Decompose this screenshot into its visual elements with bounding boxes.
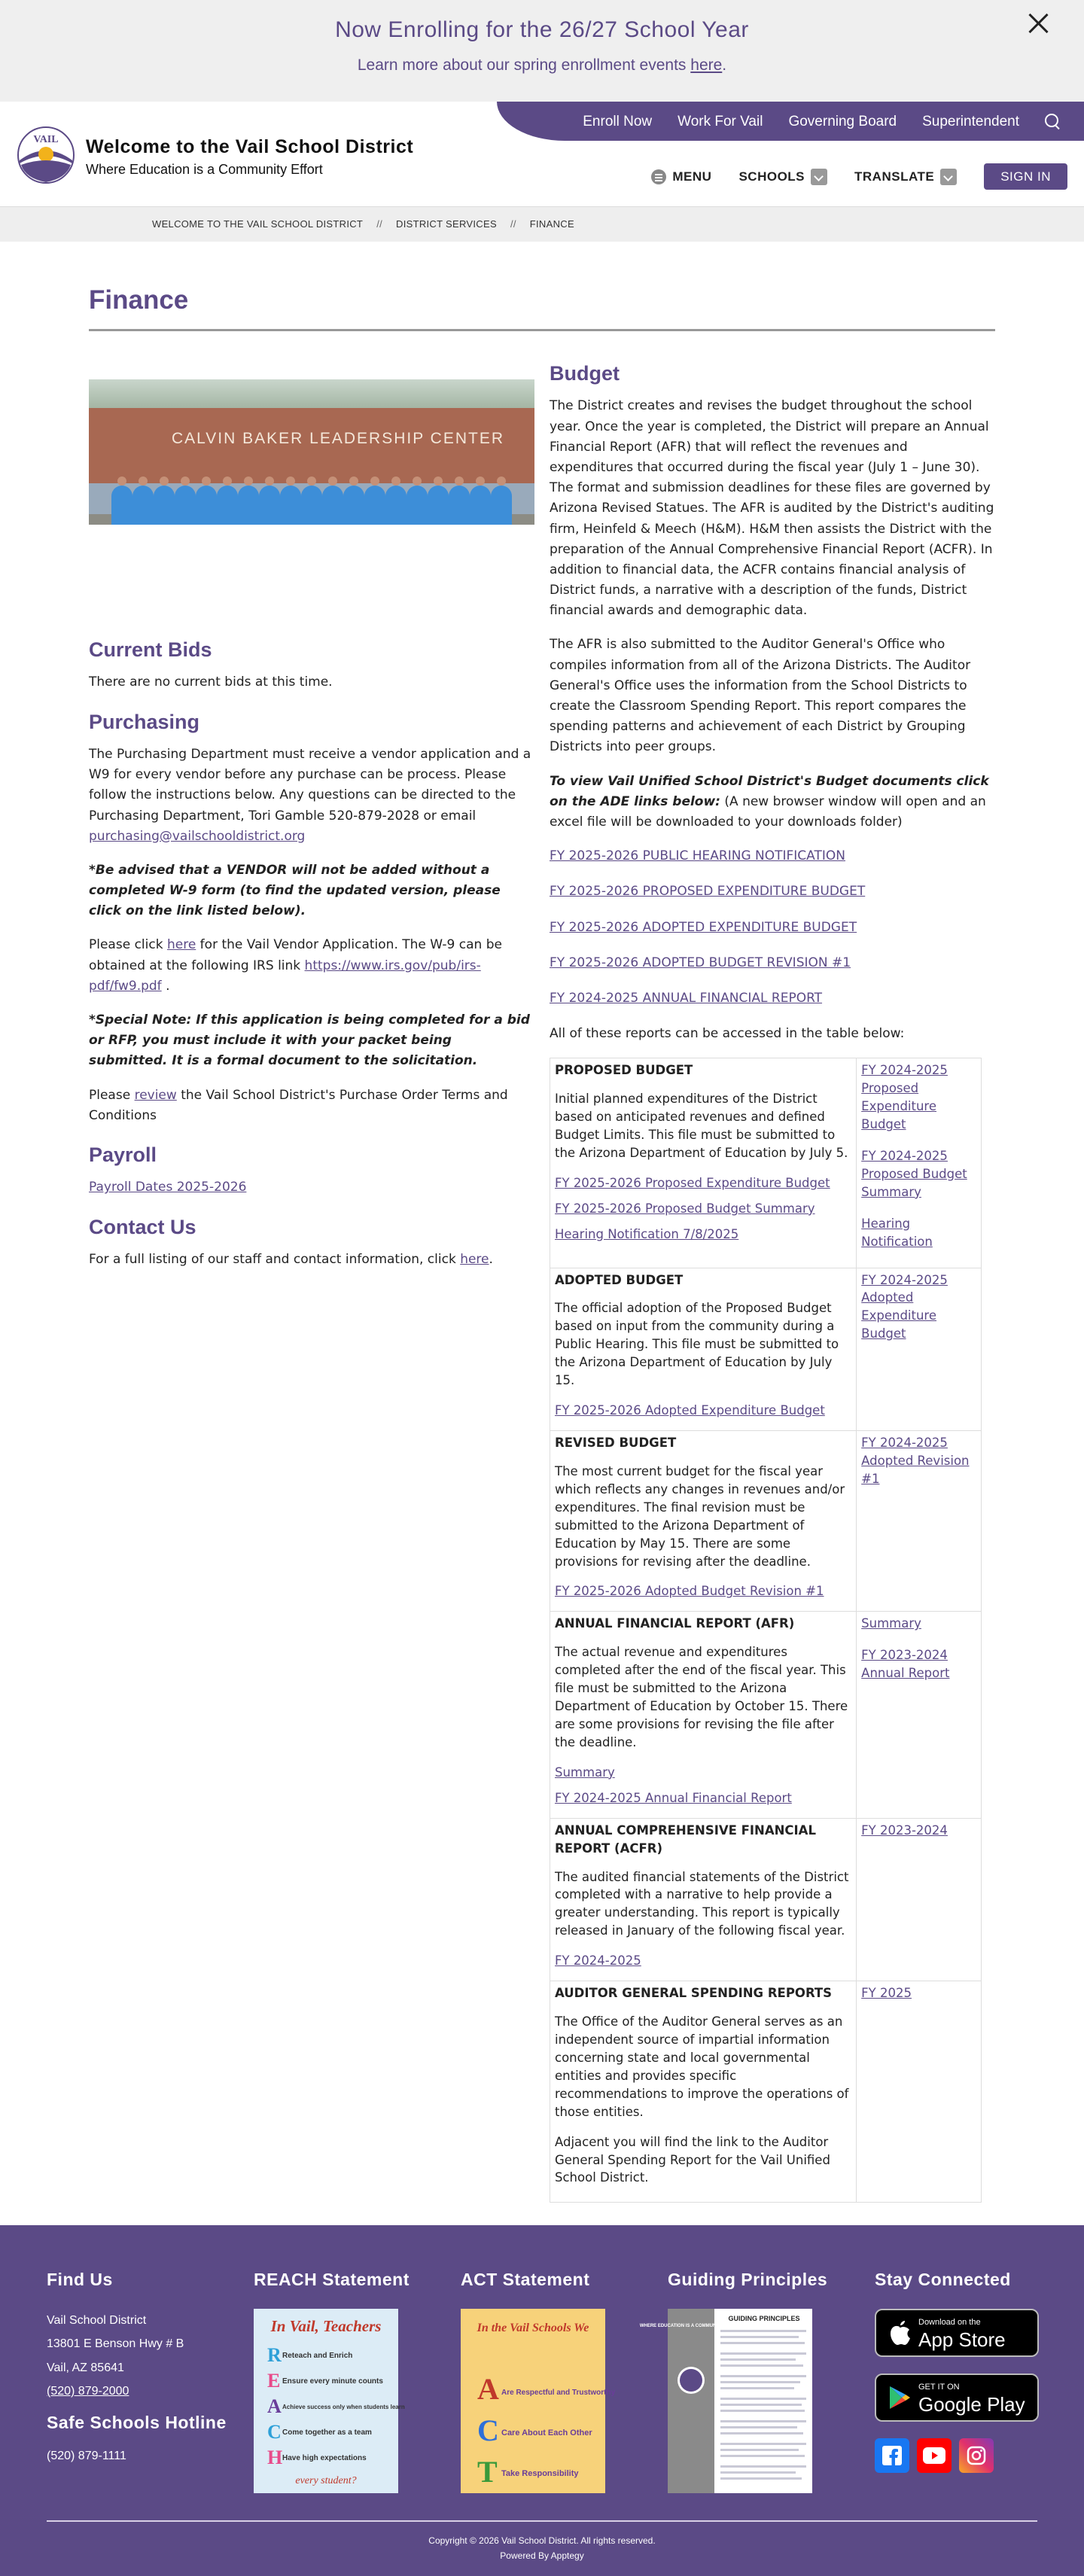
view-instructions-bold: To view Vail Unified School District's Budget documents click on the ADE links below: [550, 773, 989, 809]
review-prefix: Please [89, 1087, 135, 1103]
report-prior-link[interactable]: Hearing Notification [861, 1216, 933, 1249]
play-small: GET IT ON [918, 2383, 960, 2392]
youtube-icon[interactable] [917, 2438, 952, 2473]
report-title: AUDITOR GENERAL SPENDING REPORTS [555, 1986, 833, 2001]
view-instructions [550, 772, 995, 833]
footer-divider [47, 2520, 1037, 2522]
reach-line: Have high expectations [282, 2454, 367, 2463]
footer-address [47, 2309, 227, 2403]
photo-person [322, 486, 343, 525]
footer-guiding [639, 2266, 828, 2500]
footer-copyright [0, 2534, 1084, 2562]
main-content [0, 242, 1084, 2203]
report-description-2: Adjacent you will find the link to the Auditor General Spending Report for the Vail Unified School District. [555, 2134, 830, 2185]
report-description: The actual revenue and expenditures completed after the end of the fiscal year. This file must be submitted to the Arizona Department of Education by October 15. There are some provisions for revising the file after the deadline. [555, 1645, 848, 1749]
address-line: Vail, AZ 85641 [47, 2361, 124, 2374]
guiding-title: GUIDING PRINCIPLES [728, 2315, 800, 2323]
district-logo[interactable] [17, 126, 75, 184]
click-middle: for the Vail Vendor Application. The W-9 can be obtained at the following IRS link [89, 937, 502, 973]
breadcrumb-separator: // [376, 218, 383, 230]
sign-in-button[interactable]: SIGN IN [984, 163, 1067, 190]
menu-button[interactable] [651, 166, 711, 187]
copyright-text: Copyright © 2026 Vail School District. All rights reserved. [428, 2535, 656, 2547]
report-link[interactable]: FY 2025-2026 Proposed Budget Summary [555, 1201, 815, 1216]
purchasing-email-link[interactable]: purchasing@vailschooldistrict.org [89, 828, 306, 844]
photo-person [449, 486, 470, 525]
act-line: Are Respectful and Trustworthy [501, 2389, 616, 2398]
nav-enroll-now[interactable]: Enroll Now [583, 114, 653, 129]
utility-nav [651, 163, 1067, 190]
report-link[interactable]: FY 2025-2026 Adopted Budget Revision #1 [555, 1584, 824, 1599]
budget-paragraph-2: The AFR is also submitted to the Auditor General's Office who compiles information from all of the Arizona Districts. The Auditor General's Office uses the information from the School Districts to create the Classroom Spending Report. This report compares the spending patterns and achievement of each District by Grouping Districts into peer groups. [550, 637, 971, 755]
report-prior-year-cell [857, 1612, 982, 1818]
table-row [550, 1981, 982, 2203]
current-bids-text: There are no current bids at this time. [89, 674, 333, 690]
purchasing-body: The Purchasing Department must receive a vendor application and a W9 for every vendor before any purchase can be process. Please follow the instructions below. Any questions can be directed to the Purchasing Department, Tori Gamble 520-879-2028 or email [89, 746, 531, 824]
leadership-center-photo [89, 379, 534, 525]
table-row [550, 1612, 982, 1818]
payroll-dates-link[interactable]: Payroll Dates 2025-2026 [89, 1180, 247, 1195]
report-prior-link[interactable]: FY 2023-2024 Annual Report [861, 1648, 950, 1681]
close-icon[interactable] [1025, 11, 1051, 36]
click-suffix: . [161, 978, 170, 994]
vendor-application-text [89, 935, 534, 997]
translate-label: TRANSLATE [854, 169, 935, 184]
contact-suffix: . [489, 1251, 493, 1267]
report-link[interactable]: FY 2024-2025 [555, 1953, 641, 1969]
powered-by-text[interactable]: Powered By Apptegy [500, 2550, 584, 2561]
district-phone-link[interactable]: (520) 879-2000 [47, 2384, 129, 2398]
report-prior-year-cell [857, 1818, 982, 1981]
report-description: The Office of the Auditor General serves as an independent source of impartial information concerning state and local governmental entities and provides specific recommendations to improve the operations of those entities. [555, 2014, 849, 2119]
reach-line: Come together as a team [282, 2428, 372, 2437]
google-play-icon [888, 2386, 911, 2410]
report-title: ANNUAL COMPREHENSIVE FINANCIAL REPORT (ACFR) [555, 1822, 816, 1856]
footer-find-us [47, 2266, 227, 2467]
site-footer [0, 2225, 1084, 2576]
view-instructions-note: (A new browser window will open and an excel file will be downloaded to your downloads folder) [550, 793, 986, 830]
report-main-cell [550, 1431, 857, 1612]
report-link[interactable]: FY 2025-2026 Adopted Expenditure Budget [555, 1403, 825, 1418]
guiding-principles-heading: Guiding Principles [668, 2270, 828, 2290]
reach-line: Reteach and Enrich [282, 2352, 353, 2361]
photo-person [259, 486, 280, 525]
title-divider [89, 329, 995, 331]
special-note: *Special Note: If this application is being completed for a bid or RFP, you must include it with your packet being submitted. It is a formal document to the solicitation. [89, 1012, 530, 1069]
table-row [550, 1431, 982, 1612]
act-line: Take Responsibility [501, 2469, 579, 2479]
act-heading: ACT Statement [461, 2270, 590, 2290]
photo-person [154, 486, 175, 525]
svg-text:T: T [477, 2455, 498, 2489]
purchase-terms-text [89, 1086, 534, 1126]
footer-act [461, 2266, 616, 2500]
photo-person [301, 486, 322, 525]
alert-title: Now Enrolling for the 26/27 School Year [335, 17, 749, 42]
reach-question: every student? [295, 2475, 357, 2487]
contact-here-link[interactable]: here [460, 1251, 489, 1267]
play-big: Google Play [918, 2392, 1025, 2416]
top-nav [583, 111, 1061, 133]
svg-text:C: C [477, 2413, 499, 2448]
reach-heading: REACH Statement [254, 2270, 410, 2290]
photo-person [217, 486, 238, 525]
report-prior-link[interactable]: FY 2023-2024 [861, 1822, 948, 1838]
ade-link-adopted-budget[interactable]: FY 2025-2026 ADOPTED EXPENDITURE BUDGET [550, 919, 857, 935]
photo-person [364, 486, 385, 525]
report-title: ADOPTED BUDGET [555, 1272, 684, 1287]
nav-governing-board[interactable]: Governing Board [788, 114, 897, 129]
photo-person [470, 486, 491, 525]
enrollment-alert-banner [0, 0, 1084, 102]
footer-reach [254, 2266, 410, 2500]
vendor-notice: *Be advised that a VENDOR will not be added without a completed W-9 form (to find the updated version, please click on the link listed below). [89, 862, 501, 919]
stay-connected-heading: Stay Connected [875, 2270, 1011, 2290]
click-prefix: Please click [89, 937, 167, 953]
address-line: Vail School District [47, 2314, 147, 2328]
report-prior-year-cell [857, 1058, 982, 1268]
apple-icon [888, 2320, 911, 2346]
menu-icon [651, 169, 666, 184]
report-description: Initial planned expenditures of the District based on anticipated revenues and defined Budget Limits. This file must be submitted to the Arizona Department of Education by July 5. [555, 1092, 848, 1160]
report-prior-link[interactable]: FY 2024-2025 Adopted Expenditure Budget [861, 1272, 948, 1341]
find-us-heading: Find Us [47, 2270, 113, 2290]
photo-person [132, 486, 154, 525]
report-prior-link[interactable]: FY 2024-2025 Adopted Revision #1 [861, 1436, 970, 1486]
contact-heading: Contact Us [89, 1215, 196, 1238]
photo-person [385, 486, 406, 525]
contact-text [89, 1250, 534, 1270]
svg-text:A: A [267, 2395, 282, 2418]
social-links [875, 2438, 1039, 2473]
report-prior-link[interactable]: FY 2024-2025 Proposed Expenditure Budget [861, 1063, 948, 1132]
report-link[interactable]: Summary [555, 1765, 615, 1780]
instagram-icon[interactable] [959, 2438, 994, 2473]
site-tagline: Where Education is a Community Effort [86, 162, 323, 177]
app-store-small: Download on the [918, 2318, 981, 2328]
hotline-phone: (520) 879-1111 [47, 2449, 126, 2462]
chevron-down-icon [940, 169, 957, 185]
table-intro: All of these reports can be accessed in the table below: [550, 1026, 905, 1042]
schools-dropdown[interactable] [738, 166, 827, 187]
site-title[interactable]: Welcome to the Vail School District [86, 136, 414, 157]
ade-link-proposed-budget[interactable]: FY 2025-2026 PROPOSED EXPENDITURE BUDGET [550, 884, 866, 900]
report-description: The audited financial statements of the District completed with a narrative to help provide a greater understanding. This report is typically released in January of the following fiscal year. [555, 1869, 849, 1938]
report-main-cell [550, 1612, 857, 1818]
photo-staff-group [111, 446, 512, 525]
table-row [550, 1818, 982, 1981]
guiding-principles-poster[interactable] [639, 2309, 812, 2493]
report-main-cell [550, 1058, 857, 1268]
breadcrumb [0, 207, 1084, 242]
report-title: PROPOSED BUDGET [555, 1063, 693, 1078]
reach-line: Achieve success only when students learn [282, 2404, 405, 2411]
photo-person [406, 486, 428, 525]
report-prior-link[interactable]: Summary [861, 1616, 921, 1631]
schools-label: SCHOOLS [738, 169, 805, 184]
contact-prefix: For a full listing of our staff and contact information, click [89, 1251, 461, 1267]
breadcrumb-separator: // [510, 218, 516, 230]
purchasing-heading: Purchasing [89, 710, 200, 733]
table-row [550, 1268, 982, 1430]
breadcrumb-current: FINANCE [529, 218, 574, 230]
footer-stay-connected [875, 2266, 1039, 2473]
report-description: The most current budget for the fiscal year which reflects any changes in revenues and/or expenditures. The final revision must be submitted to the Arizona Department of Education by May 15. There are some provisions for revising after the deadline. [555, 1463, 845, 1569]
table-row [550, 1058, 982, 1268]
purchasing-text [89, 744, 534, 847]
right-column [550, 361, 995, 2203]
chevron-down-icon [811, 169, 827, 185]
svg-text:C: C [267, 2421, 282, 2444]
page-title: Finance [89, 285, 189, 315]
google-play-button[interactable] [875, 2374, 1039, 2422]
photo-person [491, 486, 512, 525]
report-link[interactable]: FY 2025-2026 Proposed Expenditure Budget [555, 1175, 830, 1190]
ade-link-annual-report[interactable]: FY 2024-2025 ANNUAL FINANCIAL REPORT [550, 990, 823, 1006]
alert-subtitle [0, 53, 1084, 78]
nav-work-for-vail[interactable]: Work For Vail [678, 114, 763, 129]
report-link[interactable]: Hearing Notification 7/8/2025 [555, 1226, 739, 1241]
facebook-icon[interactable] [875, 2438, 909, 2473]
svg-text:H: H [267, 2447, 283, 2469]
address-line: 13801 E Benson Hwy # B [47, 2337, 184, 2351]
report-main-cell [550, 1981, 857, 2203]
alert-subtitle-suffix: . [722, 56, 727, 74]
act-title: In the Vail Schools We [477, 2322, 589, 2335]
act-statement-poster[interactable] [461, 2309, 616, 2493]
report-prior-link[interactable]: FY 2024-2025 Proposed Budget Summary [861, 1148, 967, 1199]
budget-heading: Budget [550, 362, 620, 385]
hotline-heading: Safe Schools Hotline [47, 2412, 227, 2432]
report-main-cell [550, 1268, 857, 1430]
svg-text:E: E [267, 2370, 281, 2392]
breadcrumb-home[interactable]: WELCOME TO THE VAIL SCHOOL DISTRICT [152, 218, 364, 230]
svg-text:R: R [267, 2344, 282, 2367]
photo-person [428, 486, 449, 525]
report-prior-year-cell [857, 1268, 982, 1430]
reach-title: In Vail, Teachers [270, 2317, 382, 2336]
menu-label: MENU [672, 169, 712, 184]
ade-link-budget-revision[interactable]: FY 2025-2026 ADOPTED BUDGET REVISION #1 [550, 955, 851, 970]
photo-person [196, 486, 217, 525]
act-line: Care About Each Other [501, 2428, 592, 2438]
site-header [0, 102, 1084, 207]
vendor-application-link[interactable]: here [166, 937, 196, 953]
search-icon[interactable] [1045, 114, 1061, 130]
photo-person [238, 486, 259, 525]
app-store-button[interactable] [875, 2309, 1039, 2357]
nav-superintendent[interactable]: Superintendent [922, 114, 1019, 129]
irs-w9-link[interactable]: https://www.irs.gov/pub/irs-pdf/fw9.pdf [89, 958, 481, 994]
photo-person [111, 486, 132, 525]
report-title: REVISED BUDGET [555, 1436, 677, 1451]
svg-text:A: A [477, 2372, 499, 2407]
reports-table [550, 1058, 982, 2203]
photo-person [175, 486, 196, 525]
alert-here-link[interactable]: here [690, 56, 723, 74]
breadcrumb-district-services[interactable]: DISTRICT SERVICES [396, 218, 497, 230]
report-link[interactable]: FY 2024-2025 Annual Financial Report [555, 1790, 792, 1805]
review-suffix: the Vail School District's Purchase Order Terms and Conditions [89, 1087, 508, 1123]
report-main-cell [550, 1818, 857, 1981]
photo-person [343, 486, 364, 525]
app-store-big: App Store [918, 2328, 1006, 2351]
report-title: ANNUAL FINANCIAL REPORT (AFR) [555, 1616, 795, 1631]
guiding-side-text: WHERE EDUCATION IS A COMMUNITY EFFORT [639, 2324, 743, 2329]
logo-text: VAIL [33, 134, 59, 145]
report-prior-year-cell [857, 1431, 982, 1612]
left-column [89, 361, 534, 2203]
report-prior-link[interactable]: FY 2025 [861, 1986, 912, 2001]
alert-subtitle-text: Learn more about our spring enrollment events [357, 56, 691, 74]
ade-links [550, 846, 995, 1009]
report-prior-year-cell [857, 1981, 982, 2203]
current-bids-heading: Current Bids [89, 638, 212, 661]
photo-person [280, 486, 301, 525]
photo-sign-text: CALVIN BAKER LEADERSHIP CENTER [172, 430, 504, 447]
budget-paragraph-1: The District creates and revises the budget throughout the school year. Once the year is completed, the District will prepare an Annual Financial Report (AFR) that will reflect the revenues and expenditures that occurred during the fiscal year (July 1 – June 30). The format and submission deadlines for these files are governed by Arizona Revised Statues. The AFR is audited by the District's auditing firm, Heinfeld & Meech (H&M). H&M then assists the District with the preparation of the Annual Comprehensive Financial Report (ACFR). In addition to financial data, the ACFR contains financial analysis of District funds, a narrative with a description of the funds, District financial awards and demographic data. [550, 398, 994, 619]
reach-line: Ensure every minute counts [282, 2377, 383, 2386]
report-description: The official adoption of the Proposed Budget based on input from the community during a Public Hearing. This file must be submitted to the Arizona Department of Education by July 15. [555, 1301, 839, 1388]
review-terms-link[interactable]: review [134, 1087, 177, 1103]
payroll-heading: Payroll [89, 1143, 157, 1166]
translate-dropdown[interactable] [854, 166, 957, 187]
ade-link-public-hearing[interactable]: FY 2025-2026 PUBLIC HEARING NOTIFICATION [550, 848, 845, 864]
reach-statement-poster[interactable] [254, 2309, 405, 2493]
